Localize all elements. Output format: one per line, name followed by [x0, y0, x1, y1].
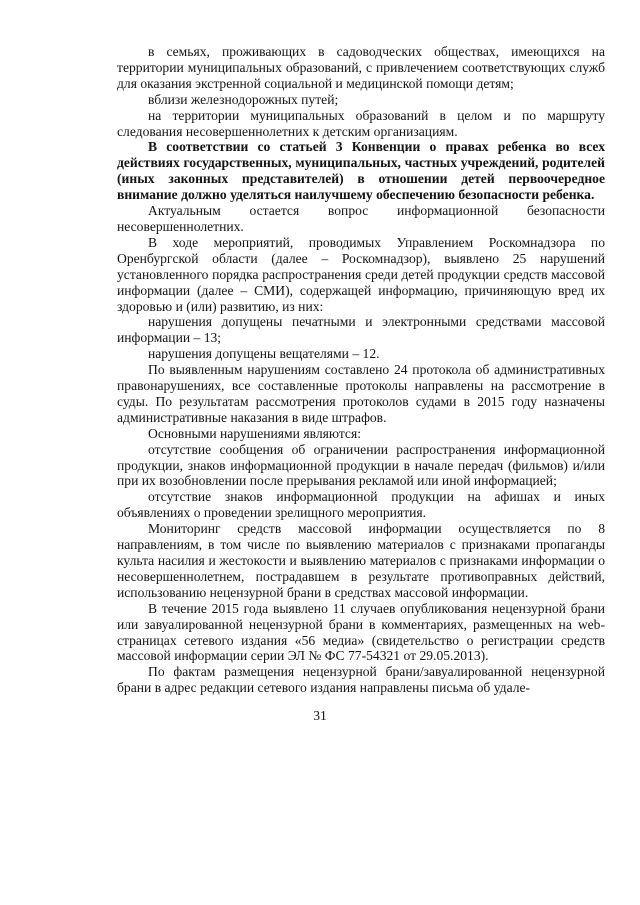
paragraph: Основными нарушениями являются:: [148, 425, 361, 441]
page-number: 31: [313, 708, 327, 723]
paragraph: Мониторинг средств массовой информации осуществляется по 8 направлениям, в том числе по выявлению материалов с признаками пропаганды культа насилия и жестокости и выявлению материалов с признаками информации о несовершеннолетнем, пострадавшем в результате противоправных действий, использованию нецензурной брани в средствах массовой информации.: [117, 521, 605, 600]
paragraph: По фактам размещения нецензурной брани/завуалированной нецензурной брани в адрес редакции сетевого издания направлены письма об удале-: [117, 664, 605, 696]
paragraph: В течение 2015 года выявлено 11 случаев опубликования нецензурной брани или завуалированной нецензурной брани в комментариях, размещенных на web-страницах сетевого издания «56 медиа» (свидетельство о регистрации средств массовой информации серии ЭЛ № ФС 77-54321 от 29.05.2013).: [117, 600, 605, 664]
paragraph: вблизи железнодорожных путей;: [148, 91, 339, 107]
paragraph: в семьях, проживающих в садоводческих обществах, имеющихся на территории муниципальных образований, с привлечением соответствующих служб для оказания экстренной социальной и медицинской помощи детям;: [117, 44, 605, 91]
paragraph: отсутствие сообщения об ограничении распространения информационной продукции, знаков информационной продукции в начале передач (фильмов) и/или при их возобновлении после прерывания рекламой или иной информацией;: [117, 441, 605, 489]
paragraph: Актуальным остается вопрос информационной безопасности несовершеннолетних.: [117, 203, 605, 234]
body-text: [117, 44, 605, 696]
paragraph: нарушения допущены печатными и электронными средствами массовой информации – 13;: [117, 314, 605, 346]
paragraph: В ходе мероприятий, проводимых Управлением Роскомнадзора по Оренбургской области (далее – Роскомнадзор), выявлено 25 нарушений установленного порядка распространения среди детей продукции средств массовой информации (далее – СМИ), содержащей информацию, причиняющую вред их здоровью и (или) развитию, из них:: [117, 234, 605, 314]
paragraph: отсутствие знаков информационной продукции на афишах и иных объявлениях о проведении зрелищного мероприятия.: [117, 489, 605, 521]
paragraph-bold: В соответствии со статьей 3 Конвенции о правах ребенка во всех действиях государственных, муниципальных, частных учреждений, родителей (иных законных представителей) в отношении детей первоочередное внимание должно уделяться наилучшему обеспечению безопасности ребенка.: [117, 139, 605, 203]
paragraph: нарушения допущены вещателями – 12.: [148, 346, 380, 362]
paragraph: на территории муниципальных образований в целом и по маршруту следования несовершеннолетних к детским организациям.: [117, 107, 605, 139]
paragraph: По выявленным нарушениям составлено 24 протокола об административных правонарушениях, все составленные протоколы направлены на рассмотрение в суды. По результатам рассмотрения протоколов судами в 2015 году назначены административные наказания в виде штрафов.: [117, 362, 605, 425]
